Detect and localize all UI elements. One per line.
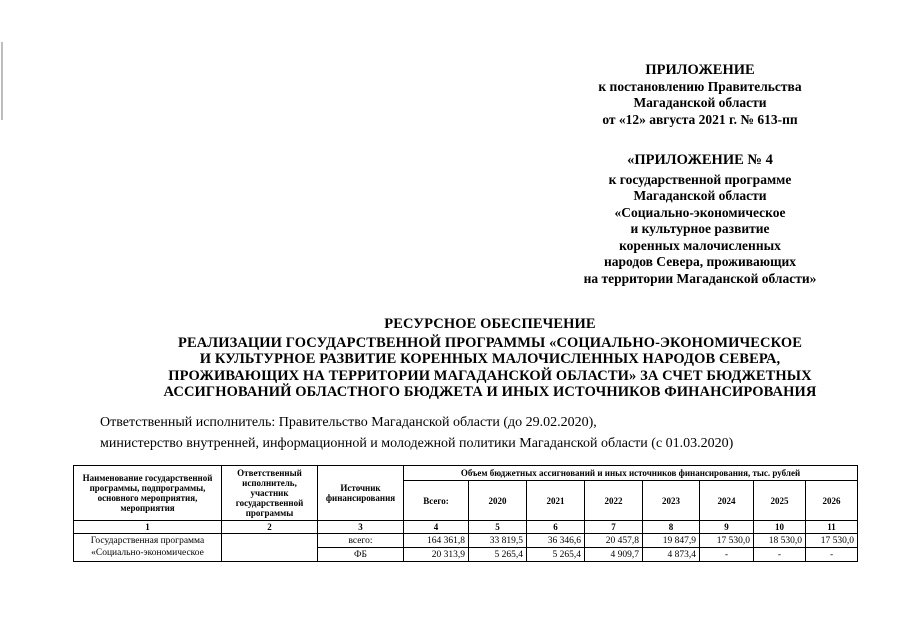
appendix-title: ПРИЛОЖЕНИЕ [645,62,755,78]
appendix-line: Магаданской области [633,95,767,110]
document-heading [110,316,870,401]
value-cell: 20 313,9 [404,548,469,562]
heading-title: РЕСУРСНОЕ ОБЕСПЕЧЕНИЕ [384,316,596,332]
column-number: 6 [527,521,585,534]
header-year: 2021 [527,481,585,521]
appendix-block [520,62,880,128]
header-year: 2024 [700,481,754,521]
appendix4-block [520,152,880,287]
column-number: 7 [585,521,643,534]
value-cell: 17 530,0 [806,534,858,548]
value-cell: - [700,548,754,562]
column-number: 10 [754,521,806,534]
header-year: 2026 [806,481,858,521]
resource-table [73,465,858,562]
value-cell: - [754,548,806,562]
header-name: Наименование государственной программы, подпрограммы, основного мероприятия, мероприятия [74,466,222,521]
column-number: 8 [643,521,700,534]
appendix4-line: к государственной программе [608,171,792,187]
scan-edge-line [1,42,3,120]
header-year: 2020 [469,481,527,521]
column-number: 9 [700,521,754,534]
header-executor: Ответственный исполнитель, участник государственной программы [222,466,318,521]
appendix-line: от «12» августа 2021 г. № 613-пп [602,111,798,127]
header-year: Всего: [404,481,469,521]
value-cell: 36 346,6 [527,534,585,548]
header-year: 2023 [643,481,700,521]
appendix4-line: и культурное развитие [630,221,770,236]
heading-line: АССИГНОВАНИЙ ОБЛАСТНОГО БЮДЖЕТА И ИНЫХ ИСТОЧНИКОВ ФИНАНСИРОВАНИЯ [163,384,817,400]
value-cell: 164 361,8 [404,534,469,548]
column-number: 3 [318,521,404,534]
value-cell: 5 265,4 [469,548,527,562]
appendix4-line: Магаданской области [633,188,767,203]
column-number: 11 [806,521,858,534]
header-year: 2025 [754,481,806,521]
value-cell: 4 873,4 [643,548,700,562]
value-cell: 17 530,0 [700,534,754,548]
appendix4-line: «Социально-экономическое [614,204,786,220]
responsible-line: министерство внутренней, информационной и молодежной политики Магаданской области (с 01.03.2020) [100,436,734,451]
table-row [74,534,858,548]
source-cell: всего: [318,534,404,548]
value-cell: 18 530,0 [754,534,806,548]
header-volume: Объем бюджетных ассигнований и иных источников финансирования, тыс. рублей [404,466,858,481]
column-number: 4 [404,521,469,534]
header-year: 2022 [585,481,643,521]
responsible-line: Ответственный исполнитель: Правительство Магаданской области (до 29.02.2020), [100,415,597,430]
value-cell: 20 457,8 [585,534,643,548]
heading-line: РЕАЛИЗАЦИИ ГОСУДАРСТВЕННОЙ ПРОГРАММЫ «СОЦИАЛЬНО-ЭКОНОМИЧЕСКОЕ [178,334,802,351]
responsible-executor [100,412,733,454]
appendix4-title: «ПРИЛОЖЕНИЕ № 4 [627,152,773,168]
header-source: Источник финансирования [318,466,404,521]
value-cell: 4 909,7 [585,548,643,562]
value-cell: - [806,548,858,562]
column-number: 2 [222,521,318,534]
executor-cell [222,534,318,562]
value-cell: 19 847,9 [643,534,700,548]
source-cell: ФБ [318,548,404,562]
value-cell: 33 819,5 [469,534,527,548]
appendix4-line: на территории Магаданской области» [583,270,817,286]
column-number: 5 [469,521,527,534]
appendix4-line: коренных малочисленных [619,237,781,253]
appendix4-line: народов Севера, проживающих [603,254,797,269]
program-name: Государственная программа «Социально-экономическое [74,534,222,562]
heading-line: ПРОЖИВАЮЩИХ НА ТЕРРИТОРИИ МАГАДАНСКОЙ ОБЛАСТИ» ЗА СЧЕТ БЮДЖЕТНЫХ [168,367,812,384]
heading-line: И КУЛЬТУРНОЕ РАЗВИТИЕ КОРЕННЫХ МАЛОЧИСЛЕННЫХ НАРОДОВ СЕВЕРА, [199,351,781,367]
column-number-row [74,521,858,534]
appendix-line: к постановлению Правительства [598,78,802,94]
value-cell: 5 265,4 [527,548,585,562]
column-number: 1 [74,521,222,534]
